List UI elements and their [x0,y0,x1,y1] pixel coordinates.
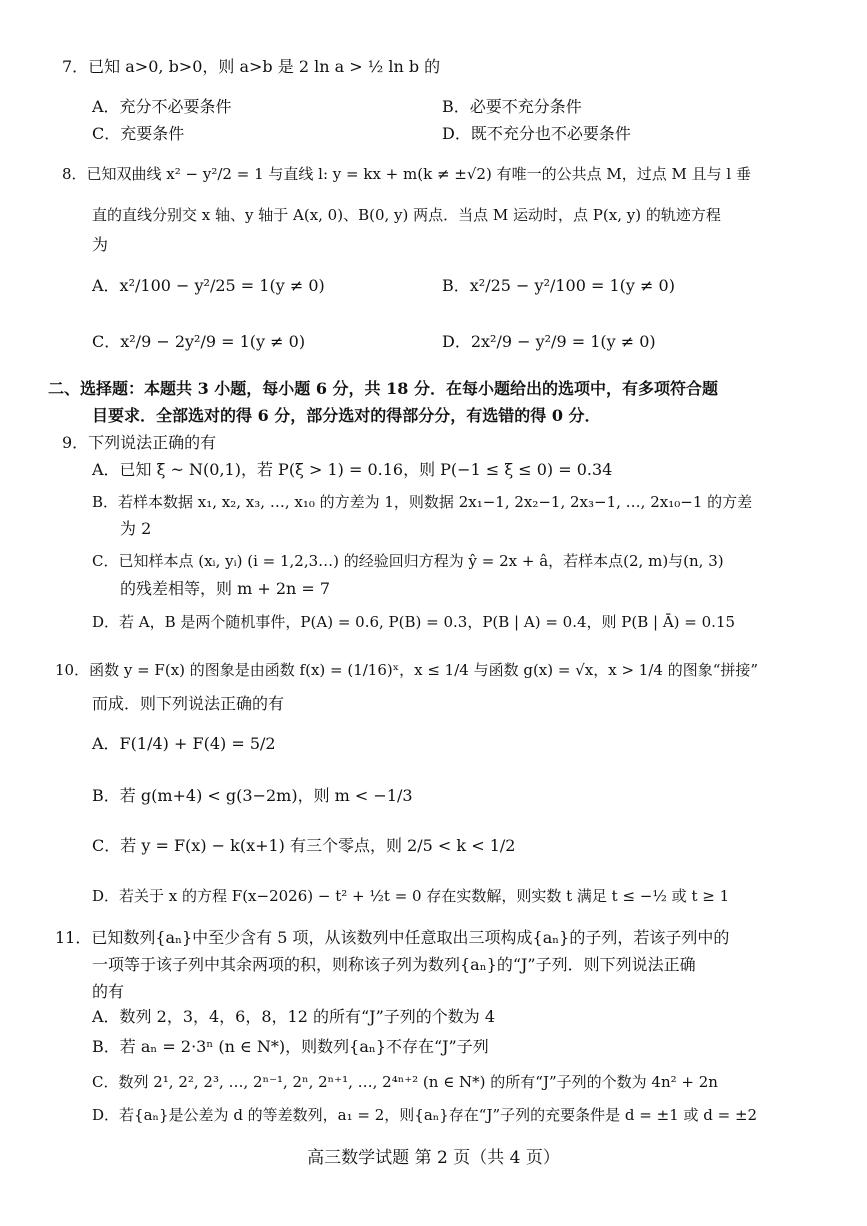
q8-option-a: A．x²/100 − y²/25 = 1(y ≠ 0) [92,276,325,295]
q7-option-d: D．既不充分也不必要条件 [442,124,631,143]
q8-option-d: D．2x²/9 − y²/9 = 1(y ≠ 0) [442,332,656,351]
q10-option-c: C．若 y = F(x) − k(x+1) 有三个零点，则 2/5 < k < 1/2 [92,836,516,855]
q9-option-b-line-1: B．若样本数据 x₁, x₂, x₃, …, x₁₀ 的方差为 1，则数据 2x₁−1, 2x₂−1, 2x₃−1, …, 2x₁₀−1 的方差 [92,493,753,511]
q10-option-a: A．F(1/4) + F(4) = 5/2 [92,734,276,753]
q9-option-b-line-2: 为 2 [120,519,152,538]
q10-line-1: 10．函数 y = F(x) 的图象是由函数 f(x) = (1/16)ˣ，x ≤ 1/4 与函数 g(x) = √x，x > 1/4 的图象“拼接” [55,661,759,679]
q9-stem: 9．下列说法正确的有 [62,433,217,452]
section-2-heading-line-1: 二、选择题：本题共 3 小题，每小题 6 分，共 18 分．在每小题给出的选项中，有多项符合题 [48,379,718,398]
q7-option-c: C．充要条件 [92,124,185,143]
q7-option-b: B．必要不充分条件 [442,97,582,116]
q11-option-b: B．若 aₙ = 2·3ⁿ (n ∈ N*)，则数列{aₙ}不存在“J”子列 [92,1037,489,1056]
q10-option-d: D．若关于 x 的方程 F(x−2026) − t² + ½t = 0 存在实数解，则实数 t 满足 t ≤ −½ 或 t ≥ 1 [92,887,730,905]
q9-option-a: A．已知 ξ ~ N(0,1)，若 P(ξ > 1) = 0.16，则 P(−1 ≤ ξ ≤ 0) = 0.34 [92,460,613,479]
q10-line-2: 而成．则下列说法正确的有 [92,694,285,713]
q8-line-2: 直的直线分别交 x 轴、y 轴于 A(x, 0)、B(0, y) 两点．当点 M 运动时，点 P(x, y) 的轨迹方程 [92,206,721,224]
q11-option-d: D．若{aₙ}是公差为 d 的等差数列，a₁ = 2，则{aₙ}存在“J”子列的充要条件是 d = ±1 或 d = ±2 [92,1106,758,1124]
q8-option-b: B．x²/25 − y²/100 = 1(y ≠ 0) [442,276,675,295]
page-footer: 高三数学试题 第 2 页（共 4 页） [307,1148,560,1168]
q11-option-a: A．数列 2，3，4，6，8，12 的所有“J”子列的个数为 4 [92,1007,496,1026]
q9-option-c-line-2: 的残差相等，则 m + 2n = 7 [120,579,331,598]
q11-option-c: C．数列 2¹, 2², 2³, …, 2ⁿ⁻¹, 2ⁿ, 2ⁿ⁺¹, …, 2⁴ⁿ⁺² (n ∈ N*) 的所有“J”子列的个数为 4n² + 2n [92,1073,718,1091]
q8-option-c: C．x²/9 − 2y²/9 = 1(y ≠ 0) [92,332,306,351]
section-2-heading-line-2: 目要求．全部选对的得 6 分，部分选对的得部分分，有选错的得 0 分． [92,406,601,425]
q9-option-c-line-1: C．已知样本点 (xᵢ, yᵢ) (i = 1,2,3…) 的经验回归方程为 ŷ = 2x + â，若样本点(2, m)与(n, 3) [92,552,724,570]
q10-option-b: B．若 g(m+4) < g(3−2m)，则 m < −1/3 [92,786,413,805]
q7-stem: 7．已知 a>0, b>0，则 a>b 是 2 ln a > ½ ln b 的 [62,57,441,76]
q11-line-1: 11．已知数列{aₙ}中至少含有 5 项，从该数列中任意取出三项构成{aₙ}的子列，若该子列中的 [55,928,730,947]
q11-line-2: 一项等于该子列中其余两项的积，则称该子列为数列{aₙ}的“J”子列．则下列说法正确 [92,955,696,974]
q8-line-1: 8．已知双曲线 x² − y²/2 = 1 与直线 l: y = kx + m(k ≠ ±√2) 有唯一的公共点 M，过点 M 且与 l 垂 [62,165,751,183]
q9-option-d: D．若 A，B 是两个随机事件，P(A) = 0.6, P(B) = 0.3，P(B | A) = 0.4，则 P(B | Ā) = 0.15 [92,613,736,631]
q7-option-a: A．充分不必要条件 [92,97,232,116]
q11-line-3: 的有 [92,982,125,1001]
q8-line-3: 为 [92,235,109,254]
